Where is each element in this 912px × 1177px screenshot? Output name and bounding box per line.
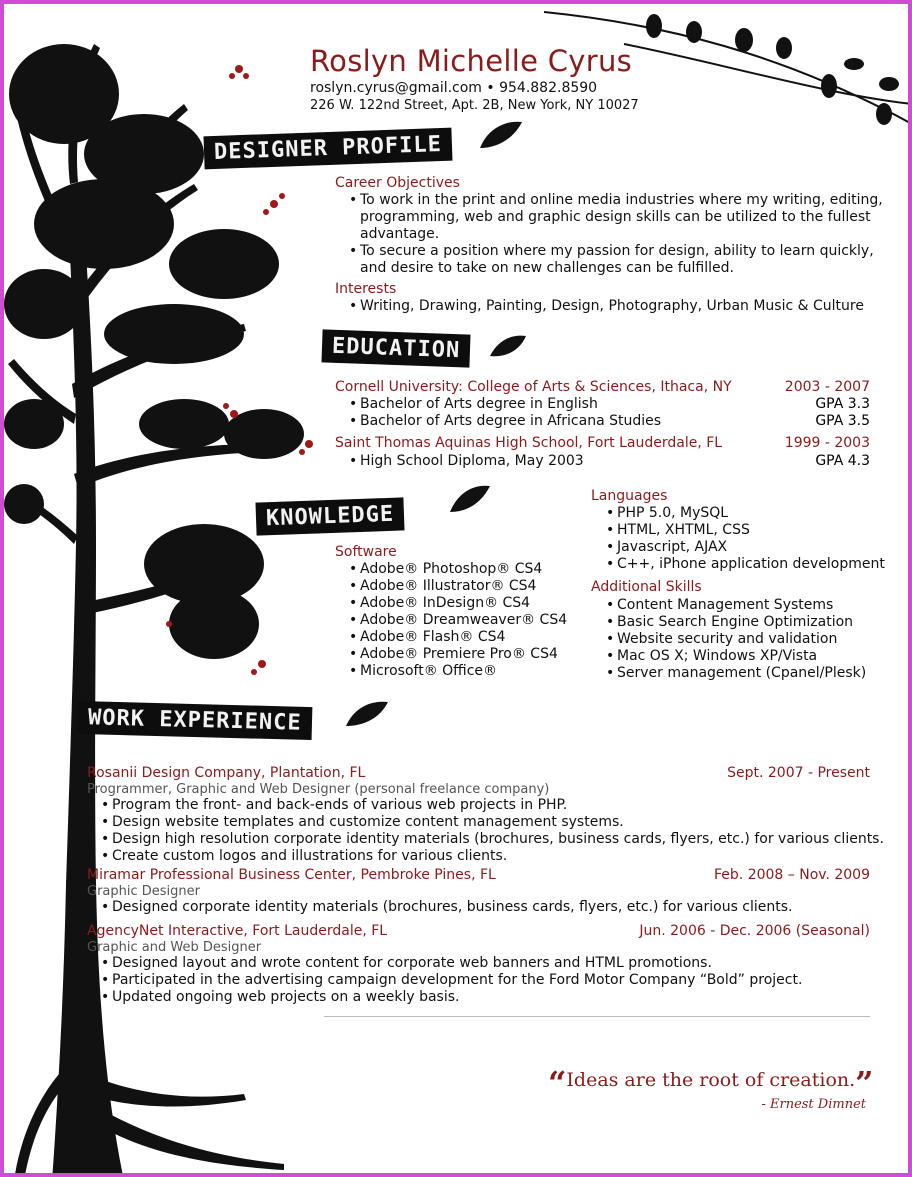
duty-item: • Participated in the advertising campaign development for the Ford Motor Company “Bold” project. [112,972,802,989]
job-company: Rosanii Design Company, Plantation, FL [87,765,366,781]
objective-line: • To secure a position where my passion for design, ability to learn quickly, [360,243,883,260]
degree: • Bachelor of Arts degree in English [360,396,598,413]
language-item: • PHP 5.0, MySQL [617,505,885,522]
duty-item: • Designed layout and wrote content for corporate web banners and HTML promotions. [112,955,802,972]
job-role: Graphic Designer [87,884,200,899]
language-item: • C++, iPhone application development [617,556,885,573]
duty-item: • Create custom logos and illustrations for various clients. [112,848,884,865]
gpa: GPA 3.5 [815,413,870,429]
leaf-icon [344,698,390,730]
school-dates: 2003 - 2007 [784,379,870,395]
software-item: • Adobe® Flash® CS4 [360,629,567,646]
job-role: Graphic and Web Designer [87,940,262,955]
career-objectives-heading: Career Objectives [335,175,460,191]
leaf-icon [448,482,492,516]
quote-author: - Ernest Dimnet [761,1097,866,1112]
open-quote-mark: “ [548,1064,567,1102]
objective-line: programming, web and graphic design skills can be utilized to the fullest [360,209,871,225]
skill-item: • Server management (Cpanel/Plesk) [617,665,866,682]
contact-line: roslyn.cyrus@gmail.com • 954.882.8590 [310,80,598,96]
language-item: • Javascript, AJAX [617,539,885,556]
languages-heading: Languages [591,488,668,504]
language-item: • HTML, XHTML, CSS [617,522,885,539]
education-banner: EDUCATION [321,329,470,367]
skill-item: • Basic Search Engine Optimization [617,614,866,631]
address: 226 W. 122nd Street, Apt. 2B, New York, NY 10027 [310,98,639,113]
objective-line: and desire to take on new challenges can be fulfilled. [360,260,734,276]
school-dates: 1999 - 2003 [784,435,870,451]
duty-item: • Design website templates and customize content management systems. [112,814,884,831]
knowledge-banner: KNOWLEDGE [255,497,404,535]
school-name: Cornell University: College of Arts & Sciences, Ithaca, NY [335,379,732,395]
job-dates: Jun. 2006 - Dec. 2006 (Seasonal) [639,923,870,939]
job-dates: Sept. 2007 - Present [727,765,870,781]
degree: • Bachelor of Arts degree in Africana Studies [360,413,661,430]
languages-list [617,505,885,573]
job-company: Miramar Professional Business Center, Pembroke Pines, FL [87,867,496,883]
gpa: GPA 3.3 [815,396,870,412]
career-objectives-list [360,192,883,277]
job-duties [112,955,802,1006]
software-item: • Adobe® InDesign® CS4 [360,595,567,612]
skill-item: • Website security and validation [617,631,866,648]
quote-text: Ideas are the root of creation. [566,1069,856,1091]
software-item: • Adobe® Illustrator® CS4 [360,578,567,595]
duty-item: • Program the front- and back-ends of various web projects in PHP. [112,797,884,814]
applicant-name: Roslyn Michelle Cyrus [310,44,633,78]
skill-item: • Mac OS X; Windows XP/Vista [617,648,866,665]
interests-item: • Writing, Drawing, Painting, Design, Photography, Urban Music & Culture [360,298,864,315]
leaf-icon [478,118,524,152]
duty-item: • Designed corporate identity materials (brochures, business cards, flyers, etc.) for various clients. [112,899,793,916]
additional-skills-heading: Additional Skills [591,579,702,595]
duty-item: • Design high resolution corporate identity materials (brochures, business cards, flyers, etc.) for various clients. [112,831,884,848]
close-quote-mark: ” [855,1064,874,1102]
gpa: GPA 4.3 [815,453,870,469]
job-company: AgencyNet Interactive, Fort Lauderdale, FL [87,923,388,939]
job-dates: Feb. 2008 – Nov. 2009 [714,867,870,883]
software-item: • Adobe® Photoshop® CS4 [360,561,567,578]
software-heading: Software [335,544,397,560]
job-duties [112,797,884,865]
software-item: • Microsoft® Office® [360,663,567,680]
school-name: Saint Thomas Aquinas High School, Fort Lauderdale, FL [335,435,723,451]
divider [324,1016,870,1017]
software-item: • Adobe® Dreamweaver® CS4 [360,612,567,629]
leaf-icon [488,332,528,360]
interests-heading: Interests [335,281,397,297]
degree: • High School Diploma, May 2003 [360,453,584,470]
software-item: • Adobe® Premiere Pro® CS4 [360,646,567,663]
software-list [360,561,567,680]
duty-item: • Updated ongoing web projects on a weekly basis. [112,989,802,1006]
objective-line: • To work in the print and online media industries where my writing, editing, [360,192,883,209]
skills-list [617,597,866,682]
objective-line: advantage. [360,226,440,242]
job-duties [112,899,793,916]
job-role: Programmer, Graphic and Web Designer (personal freelance company) [87,782,550,797]
skill-item: • Content Management Systems [617,597,866,614]
designer-profile-banner: DESIGNER PROFILE [203,128,452,170]
work-experience-banner: WORK EXPERIENCE [78,701,312,740]
